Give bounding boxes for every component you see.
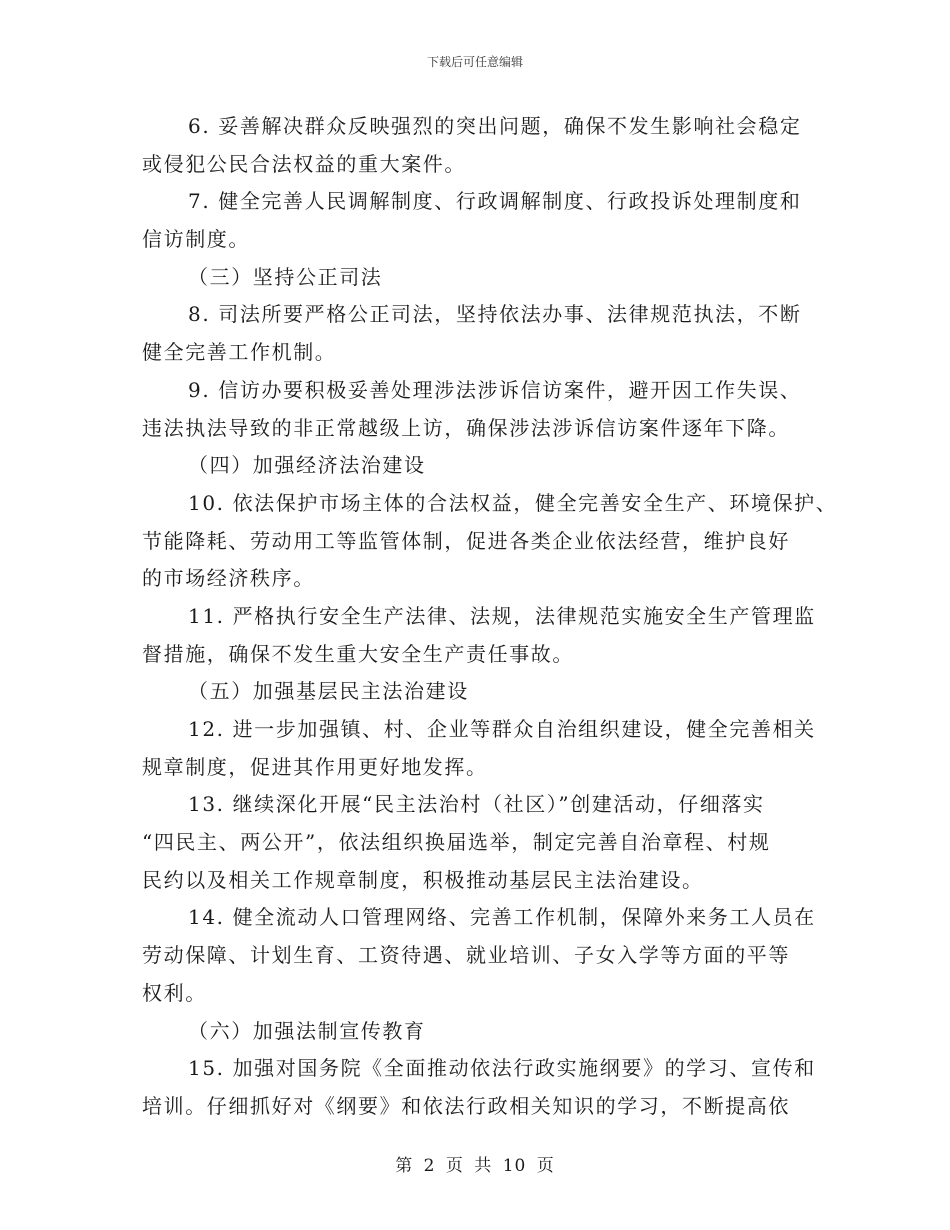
paragraph-line: 或侵犯公民合法权益的重大案件。: [142, 151, 466, 176]
paragraph-line: 9. 信访办要积极妥善处理涉法涉诉信访案件，避开因工作失误、: [188, 377, 802, 402]
paragraph-line: 劳动保障、计划生育、工资待遇、就业培训、子女入学等方面的平等: [142, 943, 790, 968]
paragraph-item-8: [142, 296, 822, 371]
section-heading: （三）坚持公正司法: [188, 264, 383, 289]
paragraph-line: 11. 严格执行安全生产法律、法规，法律规范实施安全生产管理监: [188, 603, 816, 628]
section-heading-6: [142, 1013, 822, 1051]
document-body: [142, 108, 838, 1126]
paragraph-item-14: [142, 899, 822, 1012]
paragraph-line: 7. 健全完善人民调解制度、行政调解制度、行政投诉处理制度和: [188, 189, 802, 214]
paragraph-item-10: [142, 485, 838, 598]
paragraph-item-12: [142, 711, 822, 786]
section-heading-3: [142, 259, 822, 297]
section-heading: （五）加强基层民主法治建设: [188, 679, 469, 704]
paragraph-line: 的市场经济秩序。: [142, 566, 315, 591]
header-note: 下载后可任意编辑: [426, 55, 523, 69]
paragraph-item-13: [142, 786, 822, 899]
section-heading: （六）加强法制宣传教育: [188, 1018, 426, 1043]
section-heading-5: [142, 673, 822, 711]
paragraph-line: “四民主、两公开”，依法组织换届选举，制定完善自治章程、村规: [142, 830, 771, 855]
paragraph-line: 信访制度。: [142, 227, 250, 252]
paragraph-line: 10. 依法保护市场主体的合法权益，健全完善安全生产、环境保护、: [188, 490, 838, 515]
paragraph-line: 15. 加强对国务院《全面推动依法行政实施纲要》的学习、宣传和: [188, 1056, 816, 1081]
paragraph-item-6: [142, 108, 822, 183]
section-heading-4: [142, 447, 822, 485]
paragraph-line: 规章制度，促进其作用更好地发挥。: [142, 754, 488, 779]
paragraph-line: 12. 进一步加强镇、村、企业等群众自治组织建设，健全完善相关: [188, 717, 816, 741]
paragraph-line: 督措施，确保不发生重大安全生产责任事故。: [142, 641, 574, 666]
paragraph-item-9: [142, 372, 822, 447]
paragraph-line: 民约以及相关工作规章制度，积极推动基层民主法治建设。: [142, 867, 704, 892]
paragraph-line: 违法执法导致的非正常越级上访，确保涉法涉诉信访案件逐年下降。: [142, 415, 790, 440]
paragraph-line: 14. 健全流动人口管理网络、完善工作机制，保障外来务工人员在: [188, 905, 816, 930]
paragraph-line: 节能降耗、劳动用工等监管体制，促进各类企业依法经营，维护良好: [142, 528, 790, 553]
paragraph-item-11: [142, 598, 822, 673]
paragraph-line: 8. 司法所要严格公正司法，坚持依法办事、法律规范执法，不断: [188, 302, 802, 327]
paragraph-line: 健全完善工作机制。: [142, 340, 337, 365]
paragraph-line: 培训。仔细抓好对《纲要》和依法行政相关知识的学习，不断提高依: [142, 1093, 790, 1118]
paragraph-line: 权利。: [142, 980, 207, 1005]
page-number-footer: 第 2 页 共 10 页: [395, 1156, 555, 1176]
paragraph-line: 6. 妥善解决群众反映强烈的突出问题，确保不发生影响社会稳定: [188, 114, 802, 138]
paragraph-line: 13. 继续深化开展“民主法治村（社区）”创建活动，仔细落实: [188, 792, 765, 817]
paragraph-item-15: [142, 1050, 822, 1125]
section-heading: （四）加强经济法治建设: [188, 453, 426, 478]
paragraph-item-7: [142, 183, 822, 258]
